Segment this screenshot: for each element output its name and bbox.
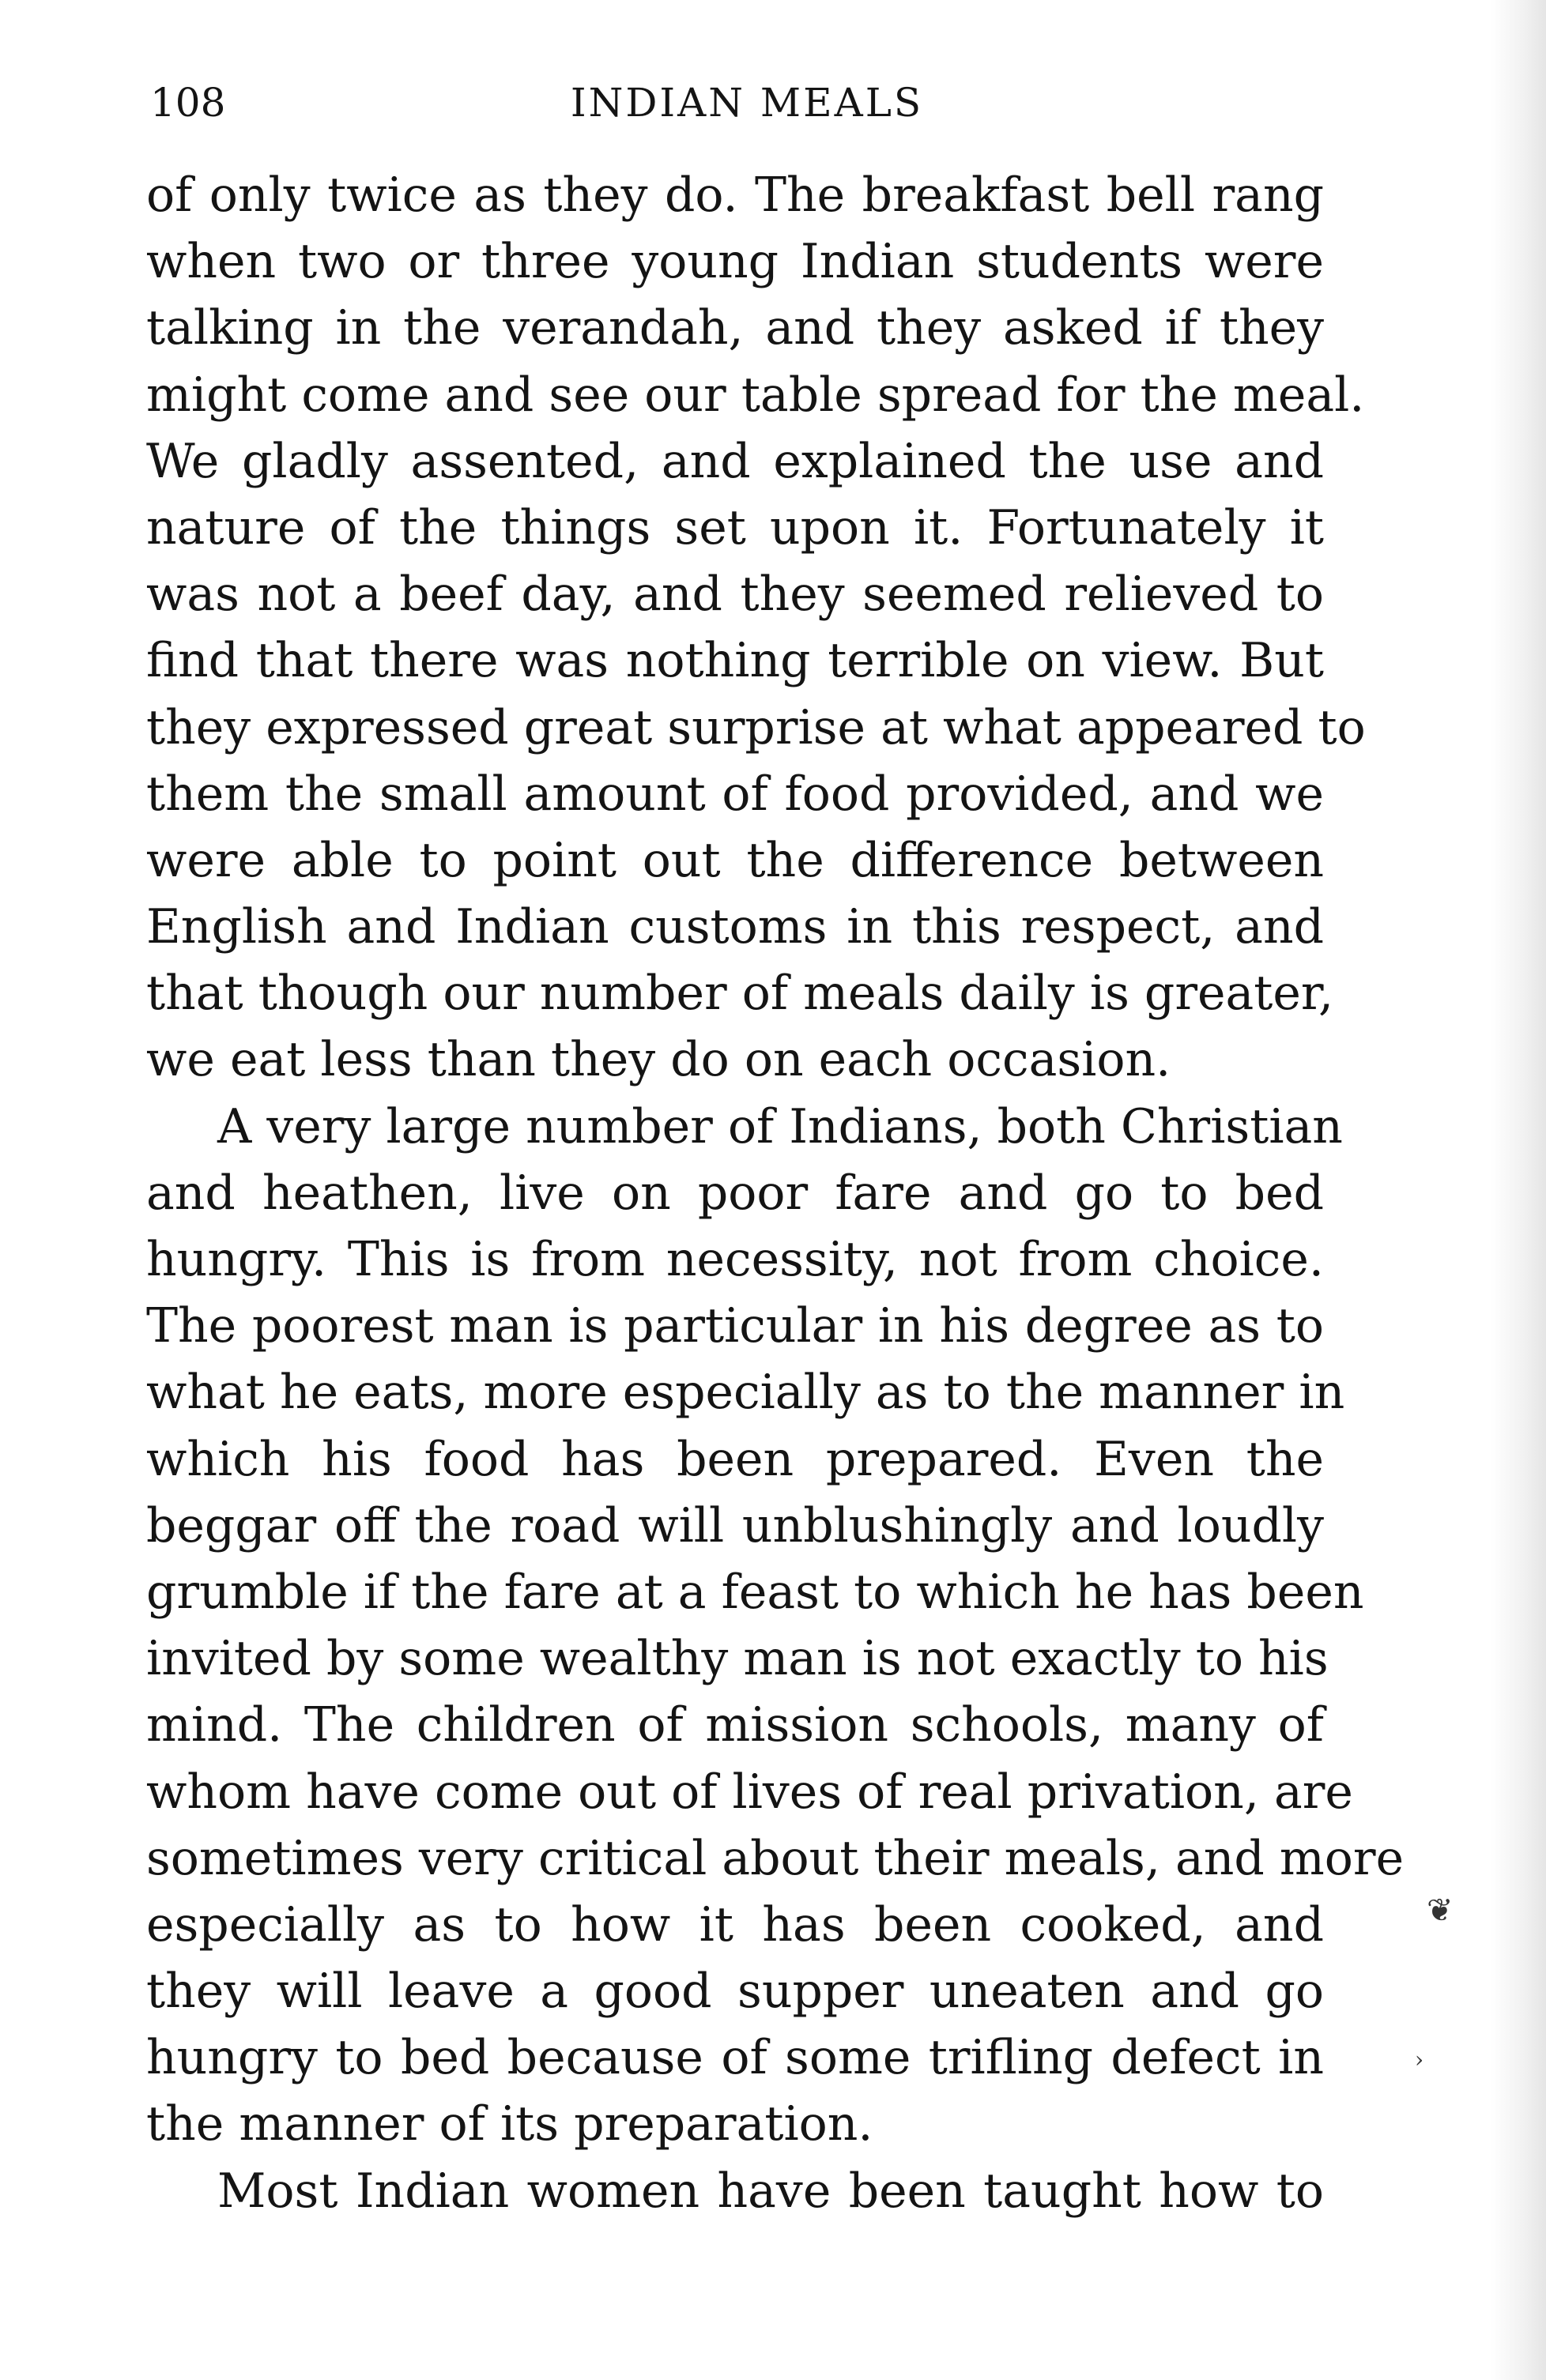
text-line: especially as to how it has been cooked, and [146,1896,1324,1953]
text-line: talking in the verandah, and they asked if they [146,300,1324,356]
text-line: might come and see our table spread for the meal. [146,367,1365,423]
text-line: nature of the things set upon it. Fortunately it [146,499,1324,555]
paragraph-start-line: A very large number of Indians, both Christian [217,1098,1343,1154]
body-text [146,162,1405,2224]
text-line: grumble if the fare at a feast to which he has been [146,1564,1364,1620]
margin-speck: ❦ [1427,1892,1454,1929]
text-line: which his food has been prepared. Even the [146,1431,1324,1487]
text-line: mind. The children of mission schools, many of [146,1697,1324,1753]
page-number: 108 [150,80,226,126]
text-line: find that there was nothing terrible on view. But [146,633,1324,689]
page-header [150,75,1320,130]
text-line: hungry. This is from necessity, not from choice. [146,1232,1324,1287]
text-line: when two or three young Indian students were [146,234,1324,290]
text-line: We gladly assented, and explained the use and [146,433,1324,489]
text-line: The poorest man is particular in his degree as to [146,1298,1324,1354]
text-line: English and Indian customs in this respect, and [146,899,1324,955]
text-line: sometimes very critical about their meals, and more [146,1830,1405,1886]
paragraph-start-line: Most Indian women have been taught how to [217,2163,1324,2219]
text-line: them the small amount of food provided, and we [146,766,1324,822]
margin-speck: › [1415,2047,1424,2073]
text-line: invited by some wealthy man is not exactly to his [146,1631,1329,1687]
text-line: of only twice as they do. The breakfast bell rang [146,168,1324,223]
text-line: they expressed great surprise at what appeared to [146,699,1366,755]
text-line: beggar off the road will unblushingly and loudly [146,1497,1324,1553]
text-line: and heathen, live on poor fare and go to bed [146,1165,1324,1221]
text-line: that though our number of meals daily is greater, [146,966,1334,1022]
text-line: they will leave a good supper uneaten and go [146,1964,1324,2020]
text-line: hungry to bed because of some trifling defect in [146,2030,1324,2086]
paragraph-end-line: we eat less than they do on each occasion. [146,1032,1171,1088]
text-line: what he eats, more especially as to the manner in [146,1365,1345,1421]
text-line: whom have come out of lives of real privation, are [146,1764,1353,1820]
page-edge-shadow [1491,0,1546,2380]
paragraph-end-line: the manner of its preparation. [146,2096,873,2152]
text-line: were able to point out the difference between [146,832,1324,888]
text-line: was not a beef day, and they seemed relieved to [146,567,1324,623]
running-head: INDIAN MEALS [570,80,924,126]
